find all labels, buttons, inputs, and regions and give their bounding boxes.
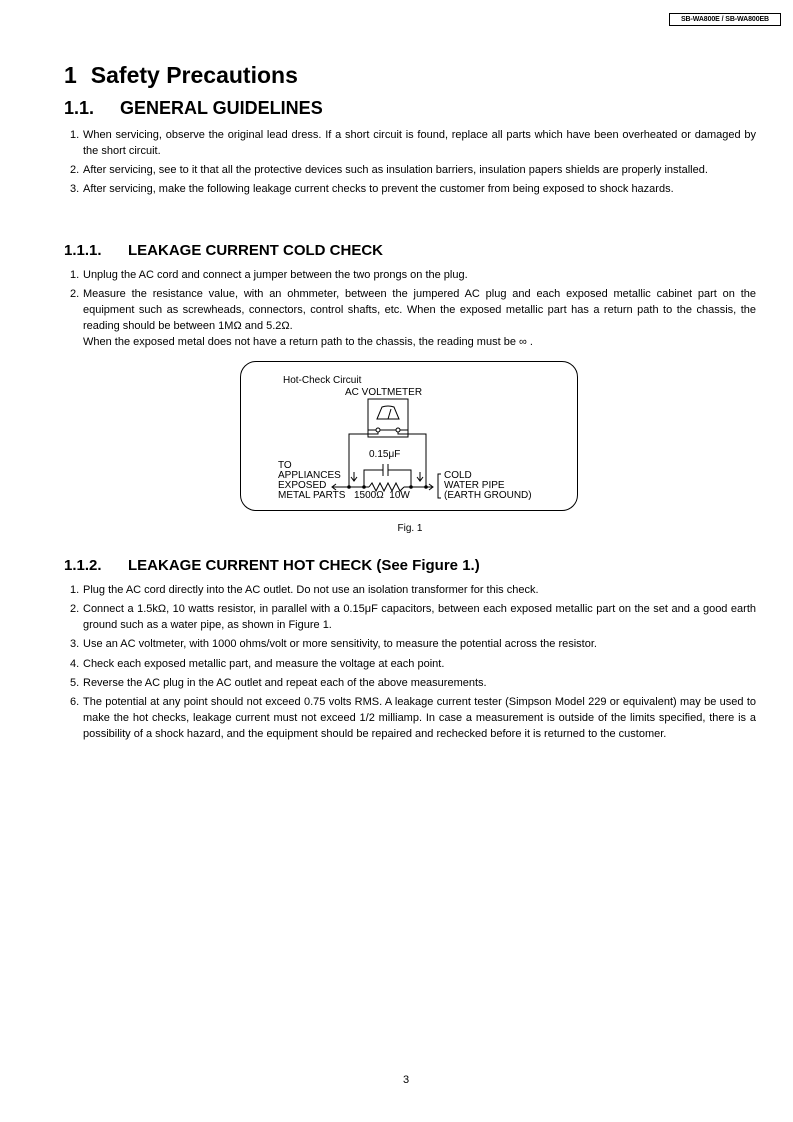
list-item: 2. Measure the resistance value, with an ohmmeter, between the jumpered AC plug and each exposed metallic cabinet part on the equipment such as screwheads, connectors, control shafts, etc. When the exposed metallic part has a return path to the chassis, the reading should be between 1MΩ and 5.2Ω. When the exposed metal does not have a return path to the chassis, the reading must be ∞ . [64, 287, 756, 350]
hot-check-circuit-figure [240, 361, 578, 511]
left-label-line: EXPOSED [278, 480, 327, 491]
chapter-title [64, 62, 298, 89]
cold-check-heading [64, 242, 383, 259]
circuit-diagram [241, 362, 579, 512]
hot-check-heading [64, 557, 480, 574]
hot-check-list [64, 583, 756, 746]
figure-caption: Fig. 1 [397, 523, 423, 534]
list-item: 1. Plug the AC cord directly into the AC outlet. Do not use an isolation transformer for this check. [70, 584, 539, 596]
left-label-line: METAL PARTS [278, 490, 346, 501]
left-label-line: APPLIANCES [278, 470, 341, 481]
page-number: 3 [402, 1074, 410, 1086]
cold-check-number: 1.1.1. [64, 242, 102, 259]
section-title-text: GENERAL GUIDELINES [120, 98, 323, 118]
cold-check-title: LEAKAGE CURRENT COLD CHECK [128, 242, 383, 259]
capacitor-label: 0.15μF [369, 449, 401, 460]
list-item: 1. Unplug the AC cord and connect a jumper between the two prongs on the plug. [70, 269, 468, 281]
list-item: 3. After servicing, make the following leakage current checks to prevent the customer from being exposed to shock hazards. [70, 183, 674, 196]
section-title [64, 98, 323, 119]
right-label-line: COLD [444, 470, 472, 481]
list-item: 3. Use an AC voltmeter, with 1000 ohms/volt or more sensitivity, to measure the potential across the resistor. [70, 638, 597, 651]
hot-check-title: LEAKAGE CURRENT HOT CHECK (See Figure 1.) [128, 557, 480, 574]
list-item: 2. Connect a 1.5kΩ, 10 watts resistor, in parallel with a 0.15μF capacitors, between each exposed metallic part on the set and a good earth ground such as a water pipe, as shown in Figure 1. [70, 603, 756, 632]
hot-check-number: 1.1.2. [64, 557, 102, 574]
list-item: 6. The potential at any point should not exceed 0.75 volts RMS. A leakage current tester (Simpson Model 229 or equivalent) may be used to make the hot checks, leakage current must not exceed 1/2 milliamp. In case a measurement is outside of the limits specified, there is a possibility of a shock hazard, and the equipment should be repaired and rechecked before it is returned to the customer. [70, 696, 756, 740]
left-label-line: TO [278, 460, 292, 471]
list-item: 2. After servicing, see to it that all the protective devices such as insulation barriers, insulation papers shields are properly installed. [70, 164, 708, 177]
list-item: 4. Check each exposed metallic part, and measure the voltage at each point. [70, 657, 445, 670]
general-guidelines-list [64, 128, 756, 202]
section-number: 1.1. [64, 98, 95, 118]
cold-check-note: When the exposed metal does not have a return path to the chassis, the reading must be ∞ . [83, 335, 533, 348]
meter-label: AC VOLTMETER [345, 387, 423, 398]
figure-title: Hot-Check Circuit [283, 375, 362, 386]
resistor-label: 1500Ω 10W [354, 490, 410, 501]
chapter-title-text: Safety Precautions [90, 62, 298, 88]
right-label-line: (EARTH GROUND) [444, 490, 532, 501]
voltmeter-icon [368, 399, 408, 437]
list-item: 1. When servicing, observe the original lead dress. If a short circuit is found, replace all parts which have been overheated or damaged by the short circuit. [70, 129, 756, 157]
right-label-line: WATER PIPE [444, 480, 505, 491]
cold-check-list [64, 268, 756, 354]
model-number-box: SB-WA800E / SB-WA800EB [669, 13, 781, 26]
list-item: 5. Reverse the AC plug in the AC outlet and repeat each of the above measurements. [70, 676, 487, 689]
chapter-number: 1 [64, 62, 77, 88]
